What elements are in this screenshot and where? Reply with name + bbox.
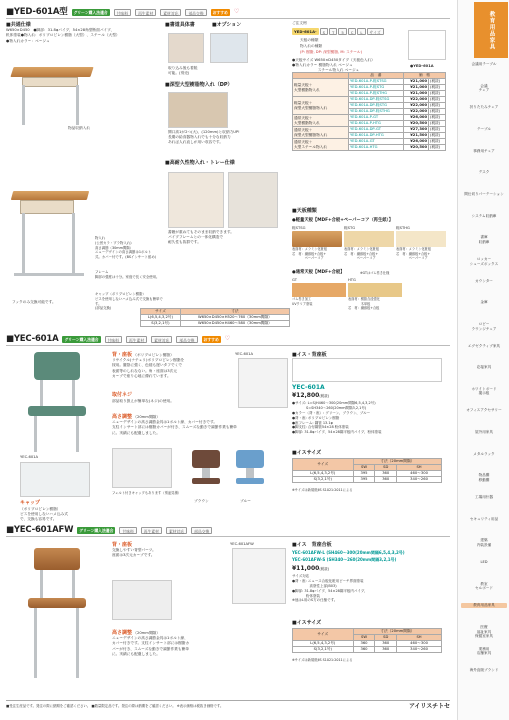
sidebar-item[interactable]: 工場用什器: [475, 495, 493, 500]
sidebar-item[interactable]: 事務用チェア: [473, 148, 495, 153]
desk-tray: [22, 77, 78, 87]
sidebar-item[interactable]: 間仕切りパーテーション: [464, 191, 504, 196]
sidebar-item[interactable]: ロビー ラウンジチェア: [471, 321, 497, 331]
chair-size-table: サイズ 寸法（20mm間隔） SW SD SH L(6,5,4,3,2号) 395 360 460〜300 S(3,2,1号) 395 360 340〜260: [292, 458, 442, 483]
books-image: [168, 172, 224, 228]
sidebar-item[interactable]: 書庫 収納庫: [478, 235, 490, 244]
chair-product-specs: ●サイズ: L=S(H460〜300(20mm間隔6,5,4,3,2号) S=SH340〜260(20mm間隔3,2,1号) ●カラー（背・座）: グリーン、ブラウン、ブルー ●背・座: ポリプロピレン樹脂 ●座フレーム: 鋼管 13.1φ ●脚支柱: 合付鋼管54×28 粉体塗装 ●脚部: 31.8φパイプ、54×28鋼平板内パイプ、粉体塗装: [292, 401, 382, 435]
sidebar-item[interactable]: 会議 チェア: [478, 83, 490, 93]
sidebar-item[interactable]: 業務用 店舗家具: [476, 646, 492, 656]
model-title: ■YED-601A型: [6, 6, 68, 17]
chair-blue: [236, 450, 264, 496]
chair-product-title: ■イス・背座板: [292, 352, 327, 358]
caption-cap: キャップ（ポリプロピレン樹脂） ビスを使用しないハメ込み式で交換も簡単です。 (部品交換): [95, 292, 163, 311]
chair-side-image: [238, 358, 288, 408]
brand-logo: アイリスチトセ: [408, 703, 450, 710]
cap-image: [20, 462, 90, 497]
sidebar-item[interactable]: 屋外用家具: [475, 430, 493, 435]
chair-illustration: [20, 352, 100, 452]
feature-badge: 再生素材: [135, 9, 156, 16]
sidebar-title: 教育用品家具: [474, 2, 508, 58]
footer-note: ■受注生産品です。発注の際に納期をご確認ください。 ■数量限定品です。発注の際は納期をご確認ください。 ※表示価格は税抜き価格です。: [6, 704, 224, 709]
wood-height-feature: 高さ調整 （20mm間隔） ニューデザインの高さ調節金具は1ボルト締、 カバー付きです。支柱インサート部には樹脂カ バーが付き、スムーズな動きで調節作業も簡単 に。実績にも配慮しました。: [112, 630, 190, 656]
panel-title: ■書道具体書: [165, 22, 195, 28]
feature-badge: 素材対応: [160, 9, 181, 16]
common-spec-title: ■共通仕様: [6, 22, 31, 28]
books-image-2: [228, 172, 278, 228]
desk-top: [10, 67, 93, 77]
caption-frame: フレーム 脚部の強度は十分。家庭で長く安全使用。: [95, 270, 160, 279]
sidebar-item[interactable]: 金庫: [480, 300, 488, 305]
height-feature: 高さ調整 （20mm間隔） ニューデザインの高さ調節金具は1ボルト締、カバー付きです。 支柱インサート部には樹脂カバーが付き、スムーズな動きで調節作業も簡単 に。実績にも配慮しました。: [112, 414, 237, 435]
chair-product-model: YEC-601A: [292, 384, 325, 391]
sidebar: [457, 0, 509, 720]
option-panel-image: [168, 33, 204, 63]
cap-text: （ポリプロピレン樹脂） ビスを使用しないハメ込み式 で、交換も容易です。: [20, 507, 68, 522]
heart-icon: ♡: [224, 335, 231, 343]
section-header-chair-fw: ■YEC-601AFW グリーン購入法適合 甘味料 再生素材 素材対応 部品交換: [6, 524, 450, 537]
option-note: 取り込み後も着脱 可能。(別売): [168, 66, 198, 76]
sidebar-item[interactable]: システム収納庫: [471, 213, 497, 218]
wood-chair-illustration: [20, 542, 100, 692]
caption-tray: 物入れ (公団カラ・プラ物入れ) 高さ調節（30mm間隔） ニューデザインの高さ調節は1ボルト 式。カバー付です。(BSインサート留め): [95, 236, 157, 260]
order-hint: ご注文例: [292, 21, 307, 25]
sidebar-item[interactable]: 会議用テーブル: [471, 62, 497, 66]
section-header-desk: [6, 6, 450, 19]
heart-icon: ♡: [233, 8, 240, 16]
feature-badge: 部品交換: [185, 9, 206, 16]
sidebar-item[interactable]: 海外直販ブランド: [469, 668, 499, 673]
tops-row-1: 軽STSG 表面材：メラミン化粧板 芯 材：繊維板+合板+ ペーパーコア 軽STG 表面材：メラミン化粧板 芯 材：繊維板+合板+ ペーパーコア 軽STHG 表面材：メラミン化粧板 芯 材：繊維板+合板+ ペーパーコア: [292, 226, 446, 261]
chair-dimension-diagram: [292, 358, 442, 382]
chair-product-price: ¥12,800(税抜): [292, 392, 330, 399]
caption-hook: フックのみ交換可能です。: [12, 300, 56, 304]
books-text: 書籍が重ねてもそのまま収納できます。 パイプフレームとの一体化構造で 耐久性も抜群です。: [168, 230, 234, 245]
wood-height-image: [112, 580, 172, 620]
cap-title: キャップ: [20, 500, 41, 506]
sidebar-item[interactable]: 建築 内装設備: [476, 538, 492, 548]
sidebar-item[interactable]: カウンター: [475, 278, 493, 283]
desk-label: 物品収納入れ: [68, 126, 91, 130]
feature-badge: 甘味料: [114, 9, 131, 16]
sidebar-item[interactable]: LED: [480, 560, 488, 565]
drawer-text: 開口高1が2つ(大)、(120mm)と収納力UP! 長期の給食器物入れでも十分な収納力 あれば人れ直しが用い収容です。: [168, 130, 240, 145]
sidebar-item[interactable]: 物品棚 移動棚: [478, 473, 490, 483]
tops-sub2: ●通常天板【MDF+合板】: [292, 270, 345, 275]
sidebar-item[interactable]: 応接家具: [476, 365, 492, 370]
sidebar-item[interactable]: ロッカー シューズボックス: [469, 256, 499, 266]
sidebar-item[interactable]: テーブル: [476, 126, 492, 131]
footer: [6, 700, 450, 711]
desk-illustration: [12, 55, 94, 125]
wood-size-title: ■イスサイズ: [292, 620, 322, 626]
desk-dimension-diagram: [408, 30, 446, 60]
option-title: ■オプション: [212, 22, 242, 28]
wood-chair-side-image: [232, 548, 286, 604]
common-spec: [6, 22, 146, 44]
desk-detail-illustration: [12, 185, 92, 280]
section-header-chair: ■YEC-601A グリーン購入法適合 甘味料 再生素材 素材対応 部品交換 おすすめ ♡: [6, 333, 450, 346]
desk-price-table: 品 番 価 格 軽量天板＋ 大型樹脂物入れ YED-601A-P-軽STSG ¥21,000 (税抜) YED-601A-P-軽STG ¥21,000 (税抜) YED-601A-P-軽STHG ¥21,000 (税抜) 軽量天板＋ 深型大型樹脂物入れ YED-601A-DP-軽STSG ¥22,000 (税抜) YED-601A-DP-軽STG ¥22,000 (税抜) YED-601A-DP-軽STHG ¥22,000 (税抜) 通常天板＋ 大型樹脂物入れ YED-601A-P-GT ¥26,000 (税抜) YED-601A-P-HTG ¥20,500 (税抜) 通常天板＋ 深型大型樹脂物入れ YED-601A-DP-GT ¥27,300 (税抜) YED-601A-DP-HTG ¥21,500 (税抜) 通常天板＋ 大型スチール物入れ YED-601A-GT ¥26,000 (税抜) YED-601A-HTG ¥20,500 (税抜): [292, 72, 446, 151]
green-badge: グリーン購入法適合: [73, 9, 108, 15]
sidebar-item[interactable]: エグゼクティブ家具: [467, 343, 501, 348]
chair-back-feature: 背・座板 （ポリプロピレン樹脂） リサイクル(ナチュリ)ポリプロピレン樹脂を 採用。腰掛に強く、色褪も遅いタフでくで 表面等のしれなない。角・座面は3次元 カーブで座り心地に優れています。: [112, 352, 185, 378]
sidebar-item[interactable]: 医療 福祉家具 保健室家具: [475, 625, 493, 639]
sidebar-item[interactable]: メタルラック: [473, 451, 495, 456]
drawer-title: ■深型大型樹脂物入れ（DP）: [165, 82, 233, 88]
wood-back-feature: 背・座板 交換しやすい背型パーツ。 座面は3次元カーブです。: [112, 542, 156, 558]
model-title: ■YEC-601A: [6, 333, 59, 344]
color-brown: ブラウン: [194, 499, 209, 503]
handle-title: 取付ネジ: [112, 392, 133, 398]
chair-brown: [192, 450, 220, 496]
handle-text: 部品取り扱えが簡単な(ネジ)の使用。: [112, 399, 174, 403]
order-code: YED-601A- S T 5 C L サイズ: [292, 28, 384, 35]
sidebar-item[interactable]: ホワイトボード 掲示板: [471, 386, 497, 396]
wood-product-price: ¥11,000(税抜): [292, 565, 330, 572]
wood-product-title: ■イス 背座合板: [292, 542, 332, 548]
sidebar-item[interactable]: デスク: [478, 170, 490, 175]
common-spec-text: W650×D450 ●脚部：31.8φパイプ、54×28角型断面パイプ、 机体塗装●物入れ：ポリプロピレン樹脂（大型）、スチール（大型） ●物入れカラー：ベージュ: [6, 28, 120, 43]
order-legend: ●天板サイズ W650×D450タイプ（天板色入れ） ●物入れカラー 樹脂物入れ ベージュ スチール物入れ ベージュ: [292, 58, 375, 73]
books-title: ■高耐久性物入れ・トレー仕様: [165, 160, 235, 166]
chair-size-title: ■イスサイズ: [292, 450, 322, 456]
diagram-label: ●YED-601A: [410, 64, 434, 68]
sidebar-item[interactable]: 教育用品家具: [461, 603, 507, 608]
desk-size-table: サイズ 寸法 L(6,5,4,3,2号) W650×D450×H520〜760（30mm間隔） S(3,2,1号) W650×D450×H460〜580（30mm間隔）: [140, 308, 290, 327]
tops-title: ■天板種類: [292, 208, 317, 214]
option-hook-image: [210, 33, 248, 63]
color-blue: ブルー: [240, 499, 251, 503]
sidebar-item[interactable]: 教室 セルボード: [475, 581, 493, 591]
drawer-image: [168, 92, 228, 128]
tops-sub: ●軽量天板【MDF+合板+ペーパーコア（再生紙）】: [292, 218, 394, 223]
wood-size-table: サイズ 寸法（20mm間隔） SW SD SH L(6,5,4,3,2号) 360 360 460〜300 S(3,2,1号) 360 360 340〜260: [292, 628, 442, 653]
sidebar-item[interactable]: 折りたたみチェア: [469, 105, 499, 110]
sidebar-item[interactable]: セキュリティ用品: [469, 516, 499, 521]
sidebar-item[interactable]: オフィスアクセサリー: [466, 408, 502, 413]
model-title: ■YEC-601AFW: [6, 524, 74, 535]
tops-row-2: GT ゴム巻き加工 UVクリア塗装 HTG 表面材：樹脂含浸強化 木単板 芯 材：繊維板+合板: [292, 278, 402, 311]
pipe-image: [112, 448, 172, 488]
wood-product-specs: サイズ対応 ●背・座: ニュース合板化粧用ビーチ界面塗装 高塗性上部(B03) ●脚部: 31.8φパイプ、54×28鋼平板内パイプ、 粉体塗装 ※他はL用のS方の仕様です。: [292, 574, 368, 603]
recommend-badge: おすすめ: [212, 9, 228, 15]
